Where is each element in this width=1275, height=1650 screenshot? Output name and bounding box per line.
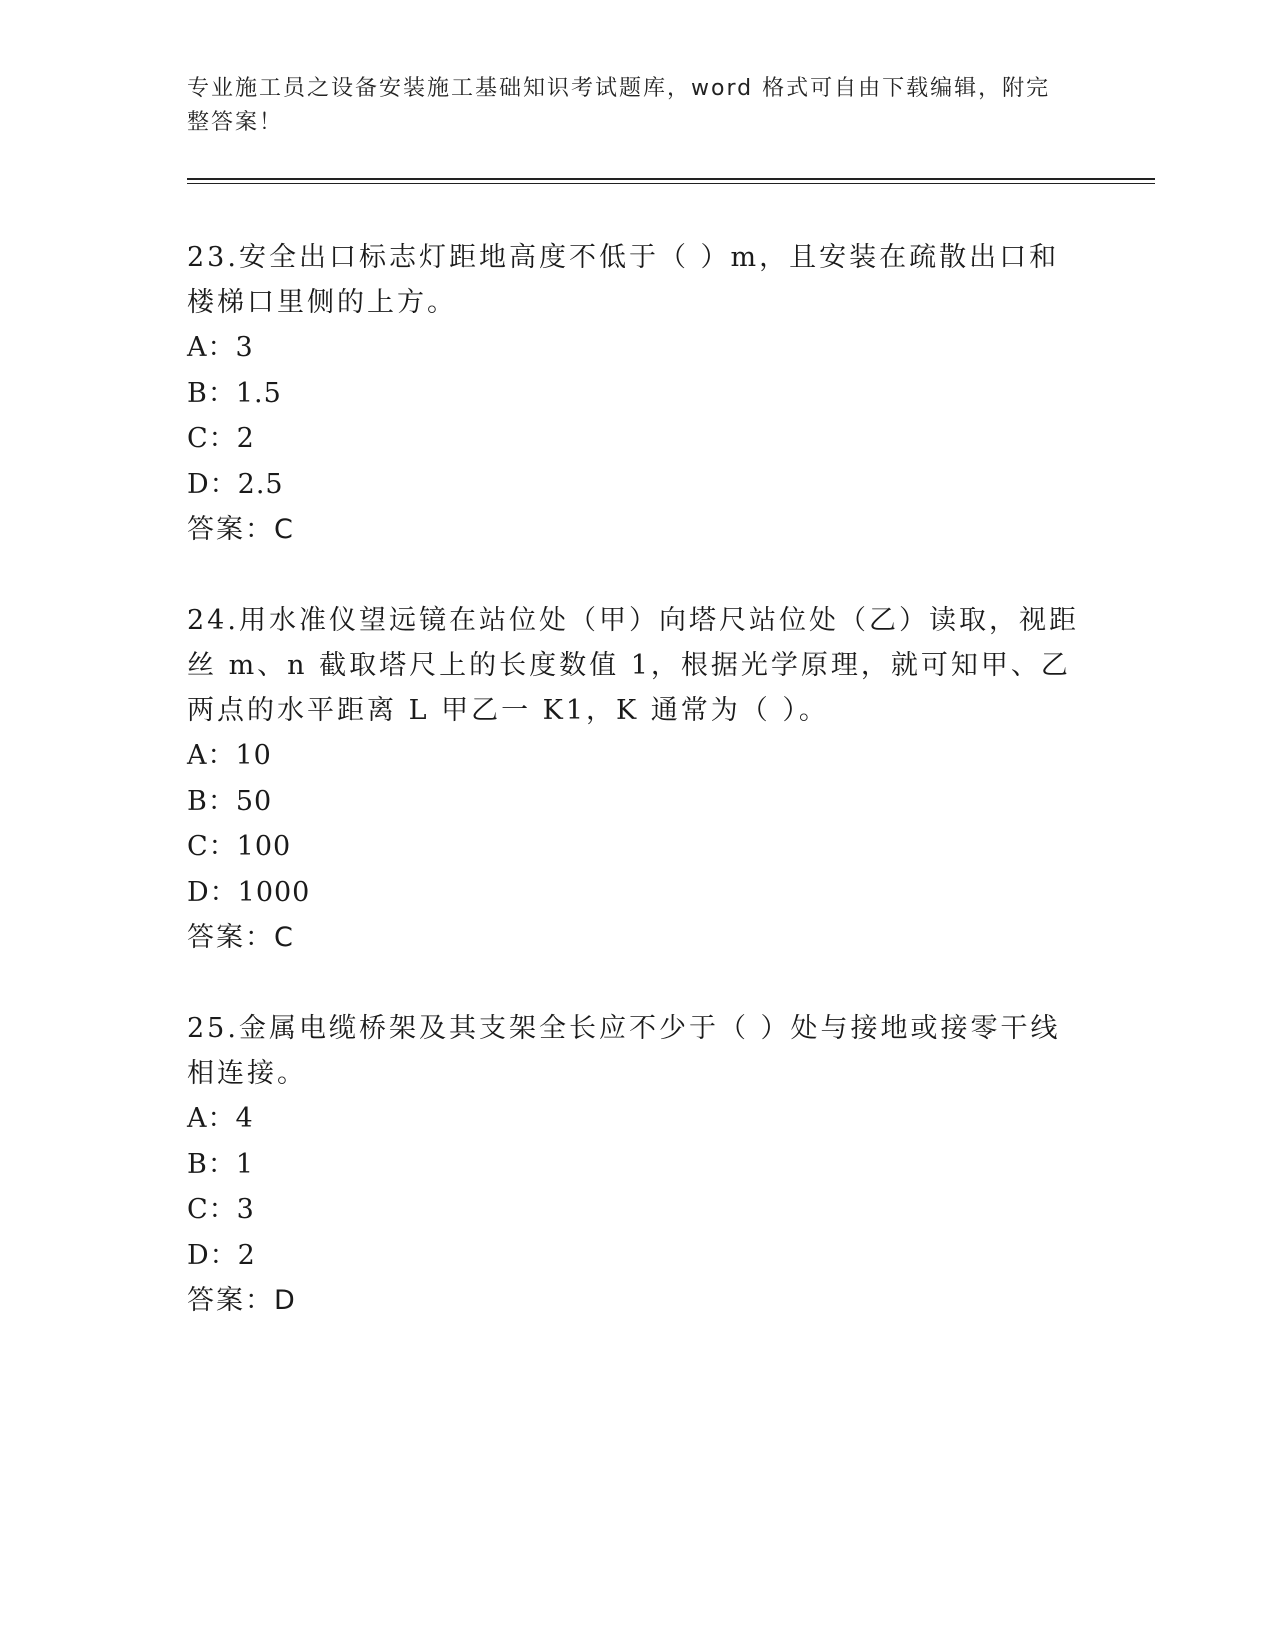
question-25 xyxy=(187,1006,1087,1323)
answer-label: 答案：C xyxy=(187,514,295,545)
option-b: B：1.5 xyxy=(187,377,282,409)
option-c: C：3 xyxy=(187,1194,255,1225)
document-header: 专业施工员之设备安装施工基础知识考试题库，word 格式可自由下载编辑，附完整答案！ xyxy=(187,76,1051,135)
question-24 xyxy=(187,598,1087,960)
question-stem: 24.用水准仪望远镜在站位处（甲）向塔尺站位处（乙）读取，视距丝 m、n 截取塔尺上的长度数值 1，根据光学原理，就可知甲、乙两点的水平距离 L 甲乙一 K1，K 通常为（ ）。 xyxy=(187,605,1079,726)
question-stem: 23.安全出口标志灯距地高度不低于（ ）m，且安装在疏散出口和楼梯口里侧的上方。 xyxy=(187,242,1060,318)
option-c: C：100 xyxy=(187,831,292,862)
option-d: D：1000 xyxy=(187,876,311,908)
option-b: B：50 xyxy=(187,785,273,817)
option-b: B：1 xyxy=(187,1148,255,1180)
option-a: A：10 xyxy=(187,740,272,771)
answer-label: 答案：D xyxy=(187,1285,297,1316)
header-divider-thin xyxy=(187,183,1155,184)
question-list xyxy=(187,235,1087,1369)
answer-label: 答案：C xyxy=(187,922,295,953)
option-a: A：4 xyxy=(187,1103,254,1134)
header-divider-thick xyxy=(187,178,1155,180)
question-23 xyxy=(187,235,1087,552)
option-c: C：2 xyxy=(187,423,255,454)
option-d: D：2 xyxy=(187,1239,256,1271)
question-stem: 25.金属电缆桥架及其支架全长应不少于（ ）处与接地或接零干线相连接。 xyxy=(187,1013,1061,1089)
option-d: D：2.5 xyxy=(187,468,284,500)
option-a: A：3 xyxy=(187,332,254,363)
